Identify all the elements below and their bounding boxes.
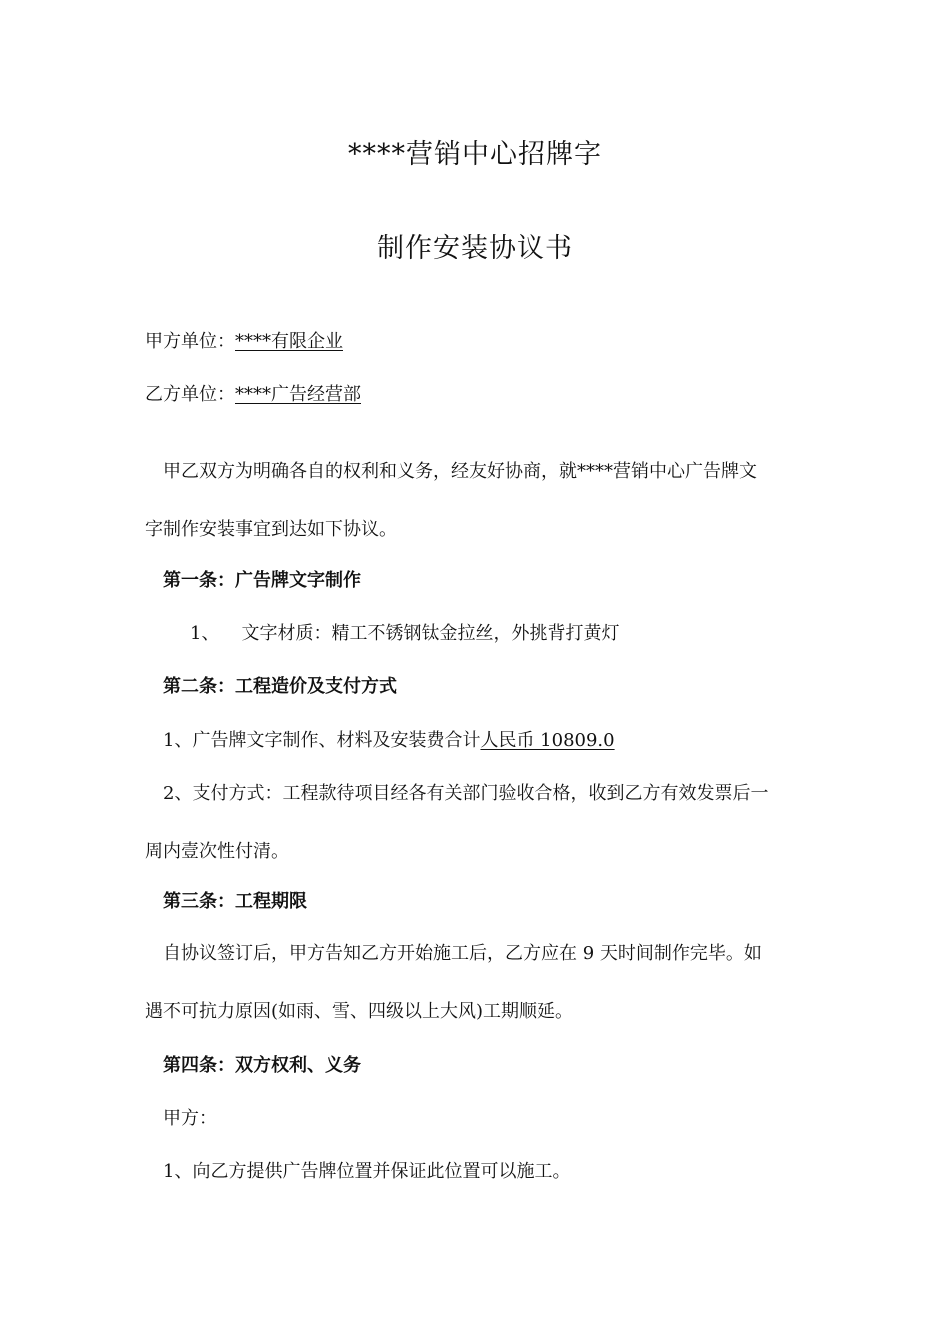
article2-item2-line2: 周内壹次性付清。: [145, 841, 289, 862]
party-a-value: ****有限企业: [235, 331, 343, 352]
document-title-line2: 制作安装协议书: [377, 233, 573, 264]
intro-line1: 甲乙双方为明确各自的权利和义务，经友好协商，就****营销中心广告牌文: [163, 461, 757, 482]
intro-line2: 字制作安装事宜到达如下协议。: [145, 519, 397, 540]
party-b-line: [145, 383, 361, 407]
article1-item1: [190, 622, 619, 646]
article4-party-a-label: 甲方：: [163, 1108, 217, 1129]
article1-item1-number: 1、: [190, 623, 220, 644]
party-a-line: [145, 330, 343, 354]
document-title-line1: ****营销中心招牌字: [348, 139, 602, 170]
article4-item1: 1、向乙方提供广告牌位置并保证此位置可以施工。: [163, 1161, 571, 1182]
article1-heading: 第一条：广告牌文字制作: [163, 570, 361, 591]
article3-heading: 第三条：工程期限: [163, 891, 307, 912]
article4-heading: 第四条：双方权利、义务: [163, 1055, 361, 1076]
article1-item1-text: 文字材质：精工不锈钢钛金拉丝，外挑背打黄灯: [241, 623, 620, 644]
article2-item1-amount: 人民币 10809.0: [480, 730, 615, 751]
article2-item1-prefix: 1、广告牌文字制作、材料及安装费合计: [163, 730, 481, 751]
party-b-value: ****广告经营部: [235, 384, 361, 405]
article3-line2: 遇不可抗力原因(如雨、雪、四级以上大风)工期顺延。: [145, 1001, 574, 1022]
article2-item2-line1: 2、支付方式：工程款待项目经各有关部门验收合格，收到乙方有效发票后一: [163, 783, 769, 804]
party-a-label: 甲方单位：: [145, 331, 235, 352]
party-b-label: 乙方单位：: [145, 384, 235, 405]
article2-item1: [163, 729, 615, 753]
article3-line1: 自协议签订后，甲方告知乙方开始施工后，乙方应在 9 天时间制作完毕。如: [163, 943, 762, 964]
article2-heading: 第二条：工程造价及支付方式: [163, 676, 397, 697]
